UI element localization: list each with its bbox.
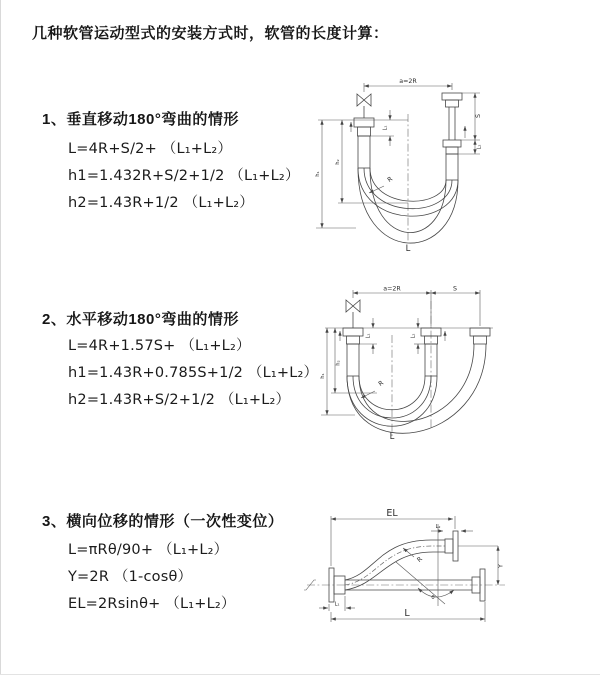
dim-label-l1: L₁ xyxy=(365,333,372,339)
diagram-vertical-180-bend xyxy=(312,70,512,260)
radius-label: R xyxy=(377,379,385,388)
section-3-heading: 3、横向位移的情形（一次性变位） xyxy=(42,513,284,530)
dim-label-el: EL xyxy=(386,508,398,519)
formula-length-2: L=4R+1.57S+ （L₁+L₂） xyxy=(68,338,251,354)
braid-section xyxy=(347,344,359,376)
valve-icon xyxy=(357,94,371,106)
flange xyxy=(453,531,458,561)
page-title: 几种软管运动型式的安装方式时，软管的长度计算： xyxy=(32,25,389,42)
dim-label-l1: L₁ xyxy=(334,601,340,608)
length-label: L xyxy=(405,244,411,254)
dim-label-h2: h₂ xyxy=(335,159,341,165)
fitting-neck xyxy=(445,539,453,553)
hose-s-curve xyxy=(345,552,445,590)
fitting-neck xyxy=(358,127,371,136)
length-label: L xyxy=(404,608,410,619)
dim-label-h1: h₁ xyxy=(320,373,326,379)
dim-label-s: S xyxy=(453,285,457,293)
diagram-horizontal-180-bend xyxy=(315,281,505,451)
braid-section xyxy=(446,154,458,180)
formula-length-3: L=πRθ/90+ （L₁+L₂） xyxy=(68,542,229,558)
dim-label-s: S xyxy=(475,114,482,118)
angle-label: θ xyxy=(431,595,435,601)
dim-label-h2: h₂ xyxy=(335,360,342,366)
dim-label-l2: L₂ xyxy=(476,144,483,150)
section-1-heading: 1、垂直移动180°弯曲的情形 xyxy=(42,111,239,128)
length-label: L xyxy=(389,432,395,442)
dim-label-l2: L₂ xyxy=(410,333,417,339)
fitting-neck xyxy=(347,336,360,344)
dim-label-l2: L₂ xyxy=(435,524,441,530)
diagram-lateral-displacement xyxy=(293,500,598,660)
dim-label-a2r: a=2R xyxy=(399,78,417,85)
flange xyxy=(354,118,374,127)
radius-leader-line xyxy=(361,391,375,398)
formula-h1-1: h1=1.432R+S/2+1/2 （L₁+L₂） xyxy=(68,168,300,184)
fitting-neck xyxy=(446,100,459,107)
section-2-heading: 2、水平移动180°弯曲的情形 xyxy=(42,311,239,328)
valve-icon xyxy=(346,300,360,312)
dim-label-l1: L₁ xyxy=(382,125,389,131)
flange xyxy=(443,140,461,147)
scan-left-edge xyxy=(0,0,1,675)
formula-el-3: EL=2Rsinθ+ （L₁+L₂） xyxy=(68,596,236,612)
formula-y-3: Y=2R （1-cosθ） xyxy=(68,569,193,585)
dim-label-h1: h₁ xyxy=(315,171,321,177)
formula-h2-2: h2=1.43R+S/2+1/2 （L₁+L₂） xyxy=(68,392,291,408)
radius-label: R xyxy=(386,175,394,184)
angle-chord-line xyxy=(396,562,445,604)
formula-h2-1: h2=1.43R+1/2 （L₁+L₂） xyxy=(68,195,254,211)
fitting-neck xyxy=(446,147,458,154)
formula-h1-2: h1=1.43R+0.785S+1/2 （L₁+L₂） xyxy=(68,365,319,381)
dim-label-y: Y xyxy=(497,564,505,568)
formula-length-1: L=4R+S/2+ （L₁+L₂） xyxy=(68,141,233,157)
flange xyxy=(470,328,490,336)
dim-label-a2r: a=2R xyxy=(383,285,401,293)
flange xyxy=(343,328,363,336)
angle-arc xyxy=(418,588,454,597)
braid-section xyxy=(358,136,370,168)
radius-label: R xyxy=(416,555,424,564)
flange xyxy=(442,93,462,100)
fitting-neck xyxy=(474,336,487,344)
